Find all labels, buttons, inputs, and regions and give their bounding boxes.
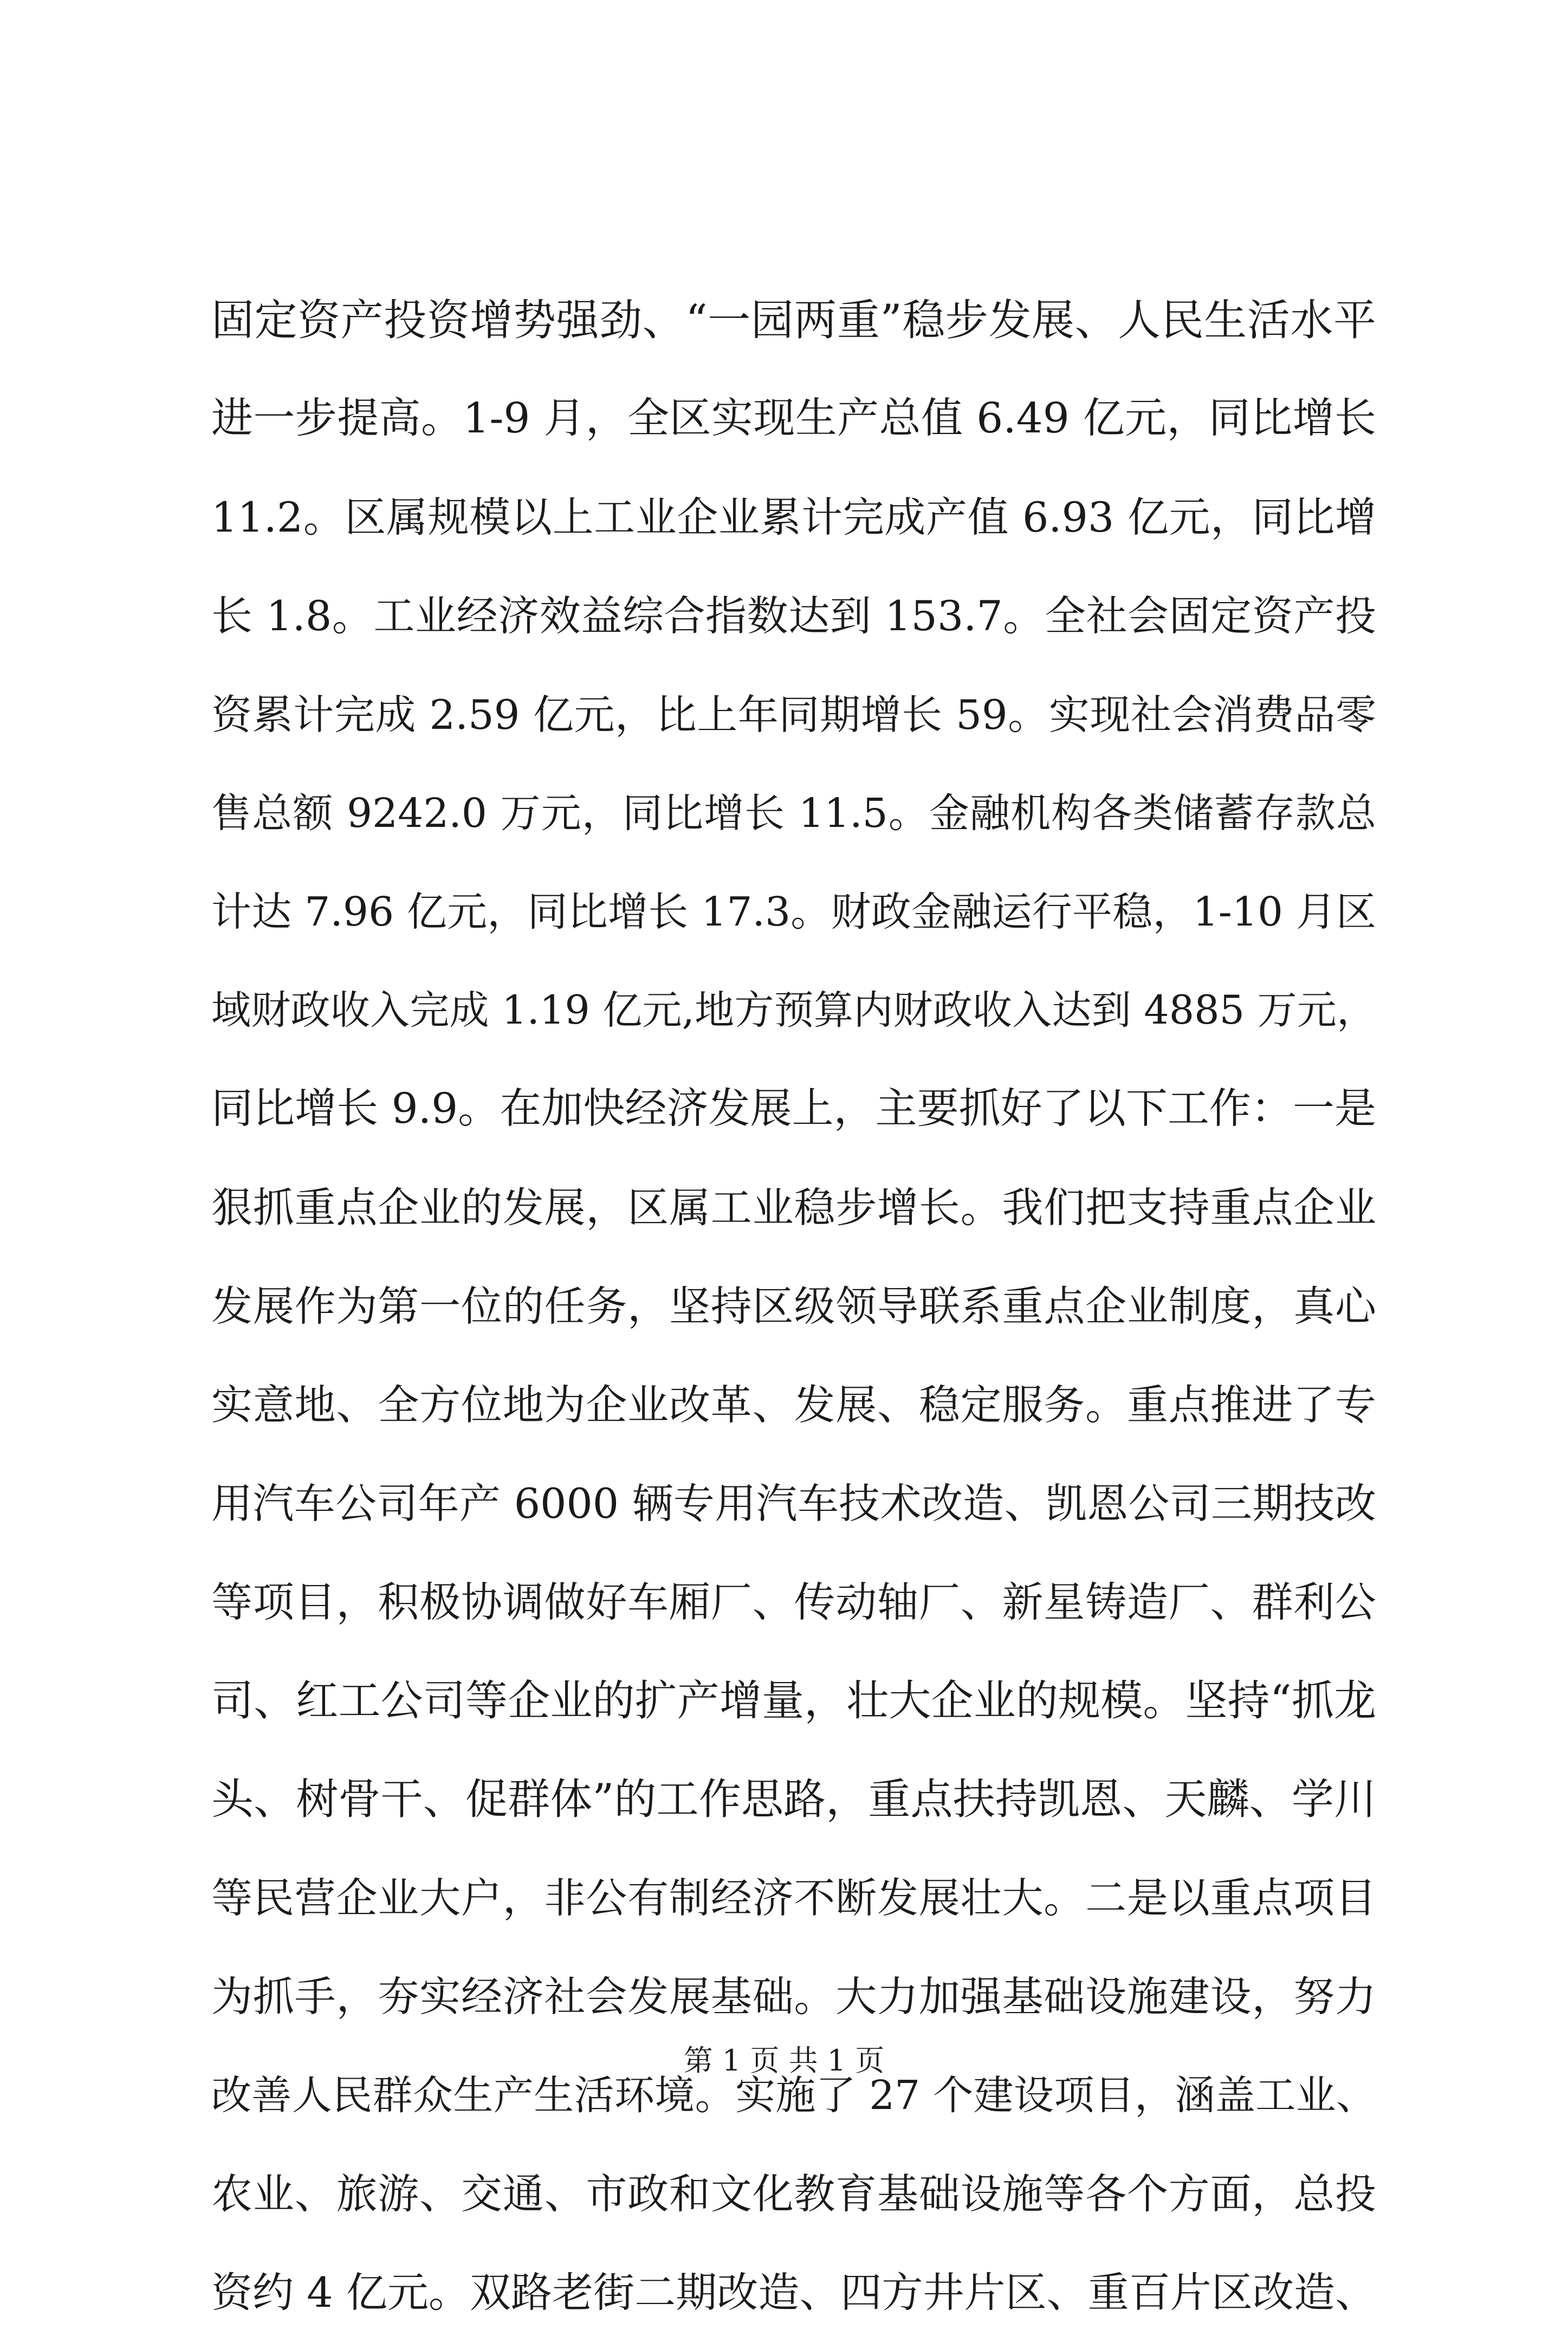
text-line: 农业、旅游、交通、市政和文化教育基础设施等各个方面，总投	[211, 2170, 1376, 2218]
text-line: 用汽车公司年产 6000 辆专用汽车技术改造、凯恩公司三期技改	[211, 1479, 1376, 1528]
text-line: 等民营企业大户，非公有制经济不断发展壮大。二是以重点项目	[211, 1874, 1376, 1922]
text-line: 狠抓重点企业的发展，区属工业稳步增长。我们把支持重点企业	[211, 1183, 1376, 1232]
text-line: 售总额 9242.0 万元，同比增长 11.5。金融机构各类储蓄存款总	[211, 790, 1376, 837]
text-line: 域财政收入完成 1.19 亿元,地方预算内财政收入达到 4885 万元，	[211, 987, 1376, 1033]
text-line: 发展作为第一位的任务，坚持区级领导联系重点企业制度，真心	[211, 1282, 1376, 1330]
text-line: 资约 4 亿元。双路老街二期改造、四方井片区、重百片区改造、	[211, 2268, 1376, 2317]
text-line: 固定资产投资增势强劲、“一园两重”稳步发展、人民生活水平	[211, 295, 1376, 345]
text-line: 改善人民群众生产生活环境。实施了 27 个建设项目，涵盖工业、	[211, 2072, 1376, 2119]
text-line: 实意地、全方位地为企业改革、发展、稳定服务。重点推进了专	[211, 1381, 1376, 1429]
text-line: 计达 7.96 亿元，同比增长 17.3。财政金融运行平稳，1-10 月区	[211, 889, 1376, 935]
page-number: 第 1 页 共 1 页	[683, 2043, 885, 2078]
page-footer	[0, 2042, 1568, 2080]
text-line: 同比增长 9.9。在加快经济发展上，主要抓好了以下工作：一是	[211, 1085, 1376, 1133]
text-line: 11.2。区属规模以上工业企业累计完成产值 6.93 亿元，同比增	[211, 493, 1376, 541]
text-line: 头、树骨干、促群体”的工作思路，重点扶持凯恩、天麟、学川	[211, 1775, 1376, 1824]
text-line: 资累计完成 2.59 亿元，比上年同期增长 59。实现社会消费品零	[211, 691, 1376, 739]
text-line: 为抓手，夯实经济社会发展基础。大力加强基础设施建设，努力	[211, 1972, 1376, 2021]
text-line: 进一步提高。1-9 月，全区实现生产总值 6.49 亿元，同比增长	[211, 394, 1376, 443]
body-text	[211, 271, 1376, 2342]
text-line: 长 1.8。工业经济效益综合指数达到 153.7。全社会固定资产投	[211, 592, 1376, 640]
text-line: 司、红工公司等企业的扩产增量，壮大企业的规模。坚持“抓龙	[211, 1677, 1376, 1725]
text-line: 等项目，积极协调做好车厢厂、传动轴厂、新星铸造厂、群利公	[211, 1578, 1376, 1626]
